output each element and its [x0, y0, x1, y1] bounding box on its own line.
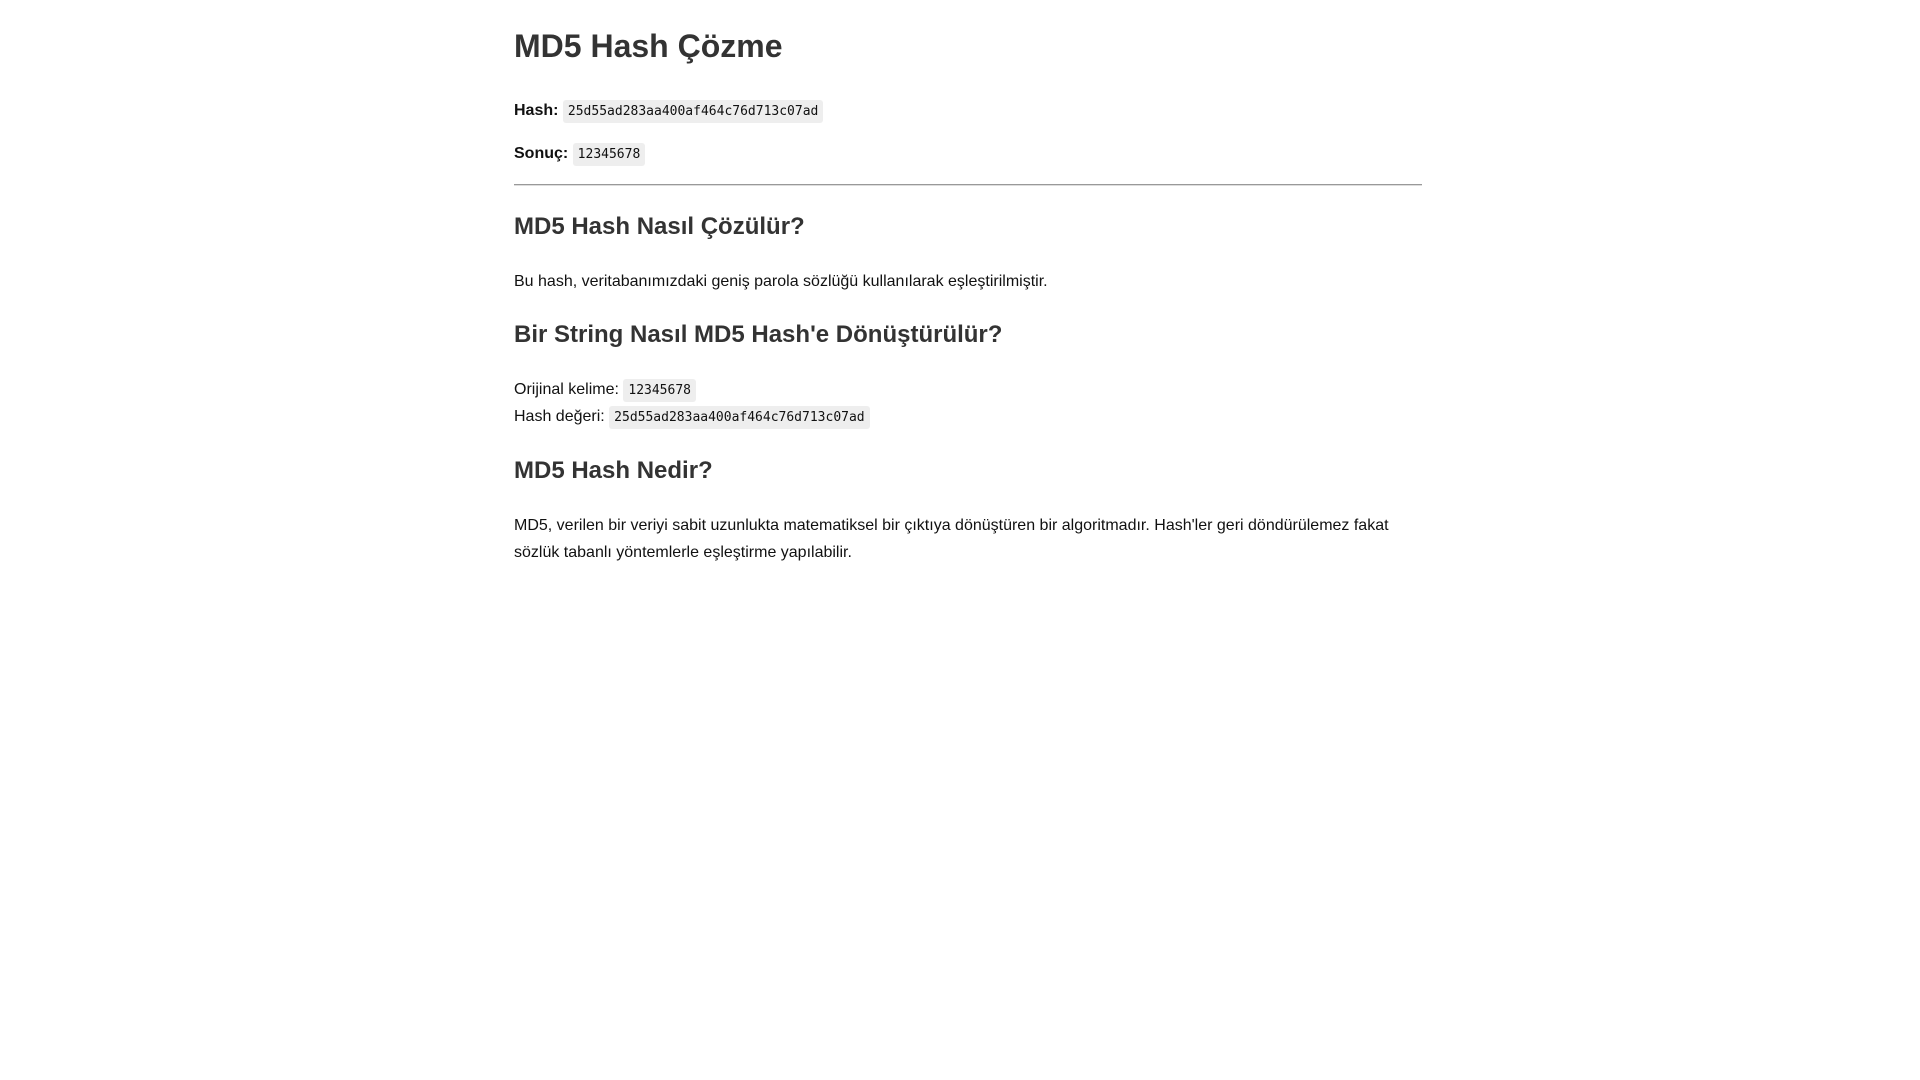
page-title: MD5 Hash Çözme [514, 28, 783, 64]
converted-hash-value: 25d55ad283aa400af464c76d713c07ad [609, 406, 869, 429]
what-is-heading: MD5 Hash Nedir? [514, 457, 713, 484]
hash-value-label: Hash değeri: [514, 408, 605, 425]
what-is-text: MD5, verilen bir veriyi sabit uzunlukta matematiksel bir çıktıya dönüştüren bir algoritmadır. Hash'ler geri döndürülemez fakat sözlük tabanlı yöntemlerle eşleştirme yapılabilir. [514, 517, 1389, 561]
original-word-value: 12345678 [623, 379, 696, 402]
how-decoded-heading: MD5 Hash Nasıl Çözülür? [514, 213, 805, 240]
how-converted-heading: Bir String Nasıl MD5 Hash'e Dönüştürülür? [514, 321, 1003, 348]
original-word-label: Orijinal kelime: [514, 381, 619, 398]
hash-value-row [514, 406, 870, 429]
section-divider [514, 184, 1422, 186]
hash-value: 25d55ad283aa400af464c76d713c07ad [563, 100, 823, 123]
hash-label: Hash: [514, 102, 559, 119]
result-label: Sonuç: [514, 145, 569, 162]
result-value: 12345678 [573, 143, 646, 166]
how-decoded-text: Bu hash, veritabanımızdaki geniş parola sözlüğü kullanılarak eşleştirilmiştir. [514, 273, 1048, 290]
hash-row [514, 100, 823, 123]
result-row [514, 143, 645, 166]
original-word-row [514, 379, 696, 402]
